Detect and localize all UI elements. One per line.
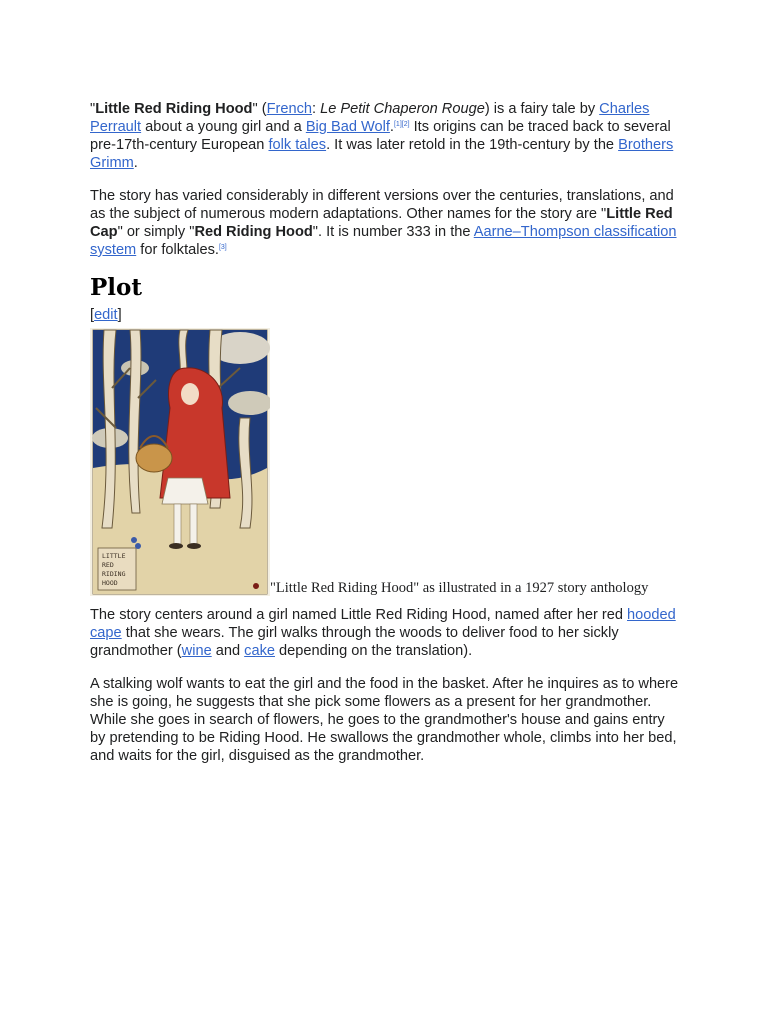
plot-text: that she wears. The girl walks through the woods to deliver food to her sickly grandmother ( <box>90 625 619 659</box>
intro-text: Its origins can be traced back to several pre-17th-century European <box>90 119 671 153</box>
plot-text: The story centers around a girl named Little Red Riding Hood, named after her red <box>90 607 628 623</box>
intro-text: ) is a fairy tale by <box>484 101 600 117</box>
intro-text: . It was later retold in the 19th-century by the <box>326 137 619 153</box>
sign-line-2: RED <box>102 561 114 569</box>
little-red-cap-bold: Little Red Cap <box>90 206 673 240</box>
hooded-link[interactable]: hooded <box>627 607 676 623</box>
names-text: The story has varied considerably in different versions over the centuries, translations, and as the subject of numerous modern adaptations. Other names for the story are " <box>90 188 674 222</box>
plot-paragraph-1 <box>90 606 680 660</box>
edit-bracket: ] <box>117 307 122 323</box>
intro-text: about a young girl and a <box>141 119 306 135</box>
big-bad-wolf-link[interactable]: Big Bad Wolf <box>305 119 390 135</box>
sign-line-1: LITTLE <box>102 552 126 560</box>
plot-heading: Plot <box>90 274 142 301</box>
plot-text: and <box>211 643 245 659</box>
intro-text: " ( <box>252 101 267 117</box>
names-paragraph <box>90 187 680 259</box>
figure <box>90 328 680 596</box>
aarne-thompson-link[interactable]: Aarne–Thompson classification system <box>90 224 677 258</box>
names-text: ". It is number 333 in the <box>312 224 474 240</box>
intro-text: . <box>389 119 394 135</box>
figure-caption: "Little Red Riding Hood" as illustrated in a 1927 story anthology <box>270 580 649 596</box>
wine-link[interactable]: wine <box>181 643 212 659</box>
charles-perrault-link[interactable]: Charles Perrault <box>90 101 650 135</box>
sign-line-3: RIDING <box>102 570 126 578</box>
plot-text: depending on the translation). <box>274 643 473 659</box>
names-text: for folktales. <box>136 242 219 258</box>
intro-paragraph <box>90 100 680 172</box>
edit-section <box>90 306 680 324</box>
edit-bracket: [ <box>90 307 95 323</box>
names-text: " or simply " <box>117 224 195 240</box>
quote-mark: " <box>90 101 96 117</box>
french-title: Le Petit Chaperon Rouge <box>320 101 485 117</box>
intro-text: . <box>133 155 138 171</box>
folk-tales-link[interactable]: folk tales <box>268 137 327 153</box>
intro-text: : <box>312 101 321 117</box>
sign-line-4: HOOD <box>102 579 118 587</box>
reference-1-2[interactable]: [1][2] <box>393 121 410 128</box>
french-link[interactable]: French <box>266 101 312 117</box>
red-riding-hood-bold: Red Riding Hood <box>194 224 313 240</box>
reference-3[interactable]: [3] <box>218 244 227 251</box>
cape-link[interactable]: cape <box>90 625 122 641</box>
title-bold: Little Red Riding Hood <box>95 101 253 117</box>
plot-paragraph-2: A stalking wolf wants to eat the girl and the food in the basket. After he inquires as to where she is going, he suggests that she pick some flowers as a present for her grandmother. While she goes in search of flowers, he goes to the grandmother's house and gains entry by pretending to be Riding Hood. He swallows the grandmother whole, climbs into her bed, and waits for the girl, disguised as the grandmother. <box>90 676 679 764</box>
red-riding-hood-illustration[interactable] <box>90 328 270 596</box>
brothers-grimm-link[interactable]: Brothers Grimm <box>90 137 674 171</box>
article-content <box>90 100 680 780</box>
cake-link[interactable]: cake <box>244 643 275 659</box>
edit-link[interactable]: edit <box>94 307 118 323</box>
